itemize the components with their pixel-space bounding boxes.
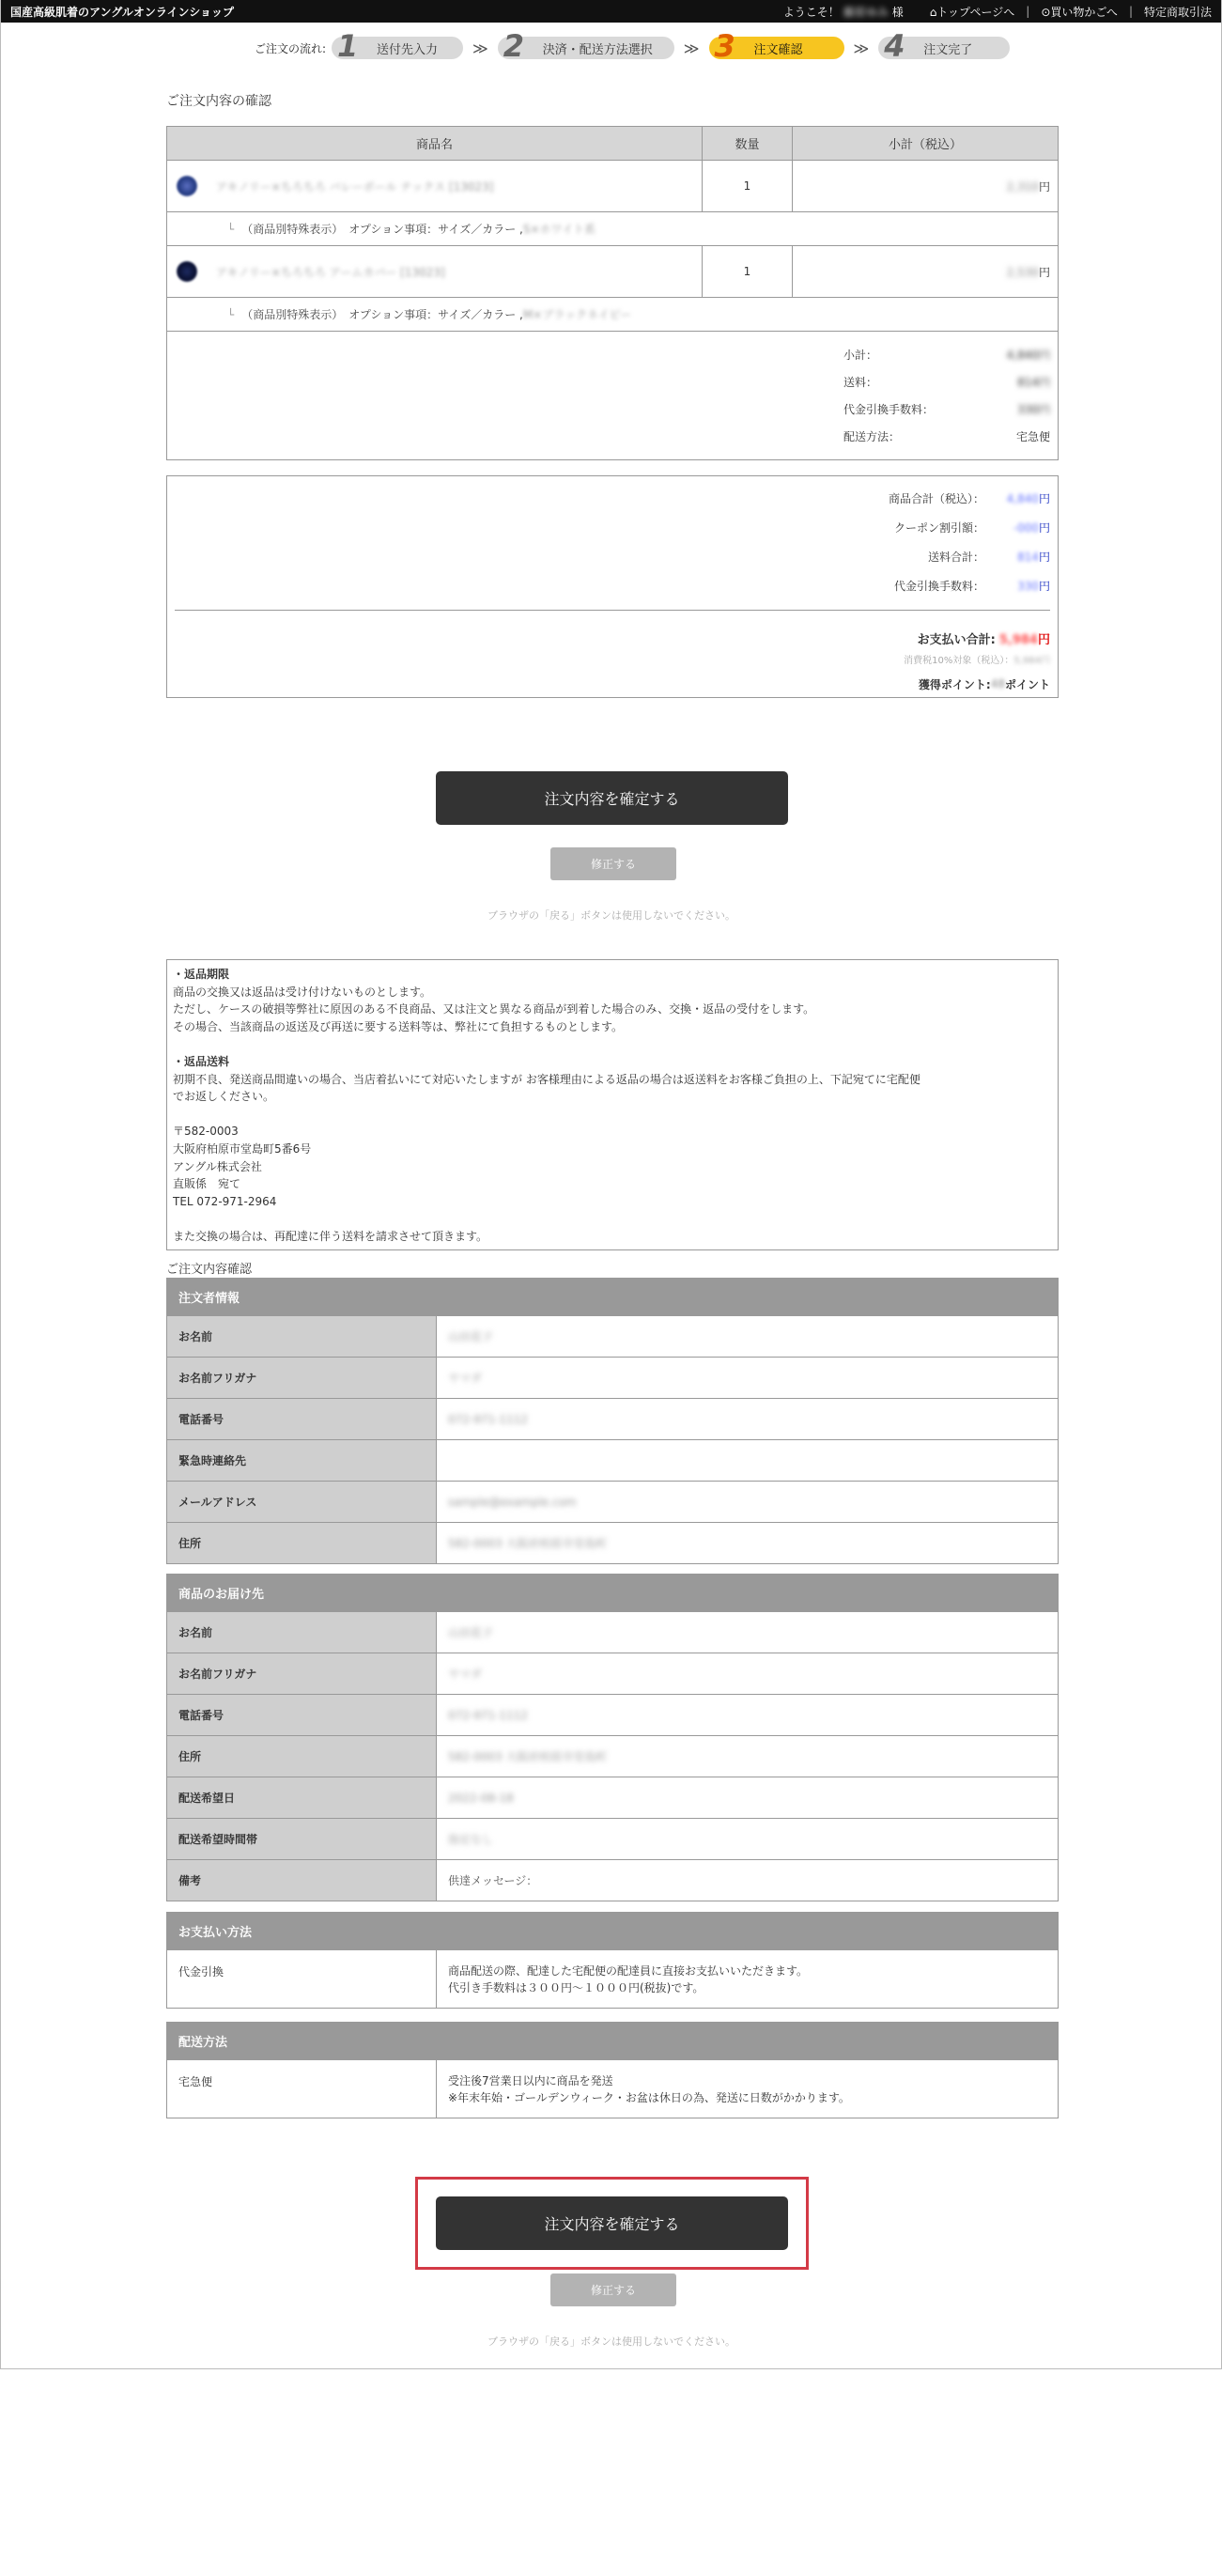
col-subtotal: 小計（税込） [793, 127, 1059, 161]
step-1 [332, 28, 463, 64]
summary-value: 814円 [1017, 376, 1050, 389]
total-label: 代金引換手数料： [893, 580, 984, 593]
summary-value: 330円 [1017, 403, 1050, 416]
step-label: 決済・配送方法選択 [542, 42, 653, 57]
confirm-order-button-bottom[interactable]: 注文内容を確定する [436, 2196, 788, 2250]
table-row [167, 1777, 1059, 1819]
field-value: 供達メッセージ： [437, 1860, 1059, 1901]
table-row [167, 1736, 1059, 1777]
shipping-heading: 配送方法 [167, 2023, 1059, 2060]
qty-value: 1 [703, 246, 793, 298]
table-row [167, 1399, 1059, 1440]
option-label: （商品別特殊表示） オプション事項：サイズ／カラー , [241, 308, 523, 321]
summary-label: 配送方法： [843, 430, 901, 443]
address-line: 〒582-0003 [173, 1125, 239, 1139]
step-arrow-icon: ≫ [472, 39, 488, 57]
orderer-info [166, 1278, 1059, 1564]
step-arrow-icon: ≫ [683, 39, 700, 57]
field-value: 山田花子 [448, 1330, 494, 1343]
field-value: 072-971-1112 [448, 1708, 529, 1722]
col-qty: 数量 [703, 127, 793, 161]
shipping-text: 受注後7営業日以内に商品を発送 [448, 2073, 613, 2087]
payment-heading: お支払い方法 [167, 1913, 1059, 1950]
payment-text: 代引き手数料は３００円～１０００円(税抜)です。 [448, 1980, 704, 1994]
field-value: 072-971-1112 [448, 1412, 529, 1426]
payment-table [166, 1912, 1059, 2009]
tax-note: 消費税10%対象（税込）：5,984円 [904, 656, 1050, 666]
field-label: 電話番号 [167, 1399, 437, 1440]
policy-text: また交換の場合は、再配達に伴う送料を請求させて頂きます。 [173, 1229, 488, 1243]
qty-value: 1 [703, 161, 793, 212]
back-button-note-bottom: ブラウザの「戻る」ボタンは使用しないでください。 [487, 2335, 735, 2348]
honorific: 様 [891, 5, 904, 19]
table-row [167, 1612, 1059, 1653]
total-value: -000 [1013, 521, 1039, 535]
separator: | [1128, 5, 1133, 18]
summary-value: 4,840円 [1006, 349, 1050, 362]
summary-value: 宅急便 [1015, 430, 1050, 443]
totals-box: 商品合計（税込）： 4,840円 クーポン割引額： -000円 送料合計： 814円 代金引換手数料： 330円 お支払い合計: 5,984円 消費税10%対象（税込）：5,984円 獲得ポイント: 48 ポイント [166, 475, 1059, 698]
address-line: アングル株式会社 [173, 1159, 262, 1173]
step-number: 1 [337, 28, 359, 64]
points-earned: 獲得ポイント: 48 ポイント [918, 677, 1050, 691]
step-2 [498, 28, 674, 64]
field-value: 山田花子 [448, 1626, 494, 1639]
policy-text: ただし、ケースの破損等弊社に原因のある不良商品、又は注文と異なる商品が到着した場合のみ、交換・返品の受付をします。 [173, 1002, 815, 1016]
table-row [167, 1653, 1059, 1695]
field-value: 2022-08-18 [448, 1791, 514, 1805]
table-row [167, 1440, 1059, 1482]
total-value: 814 [1017, 551, 1039, 564]
step-4 [878, 28, 1010, 64]
table-row [167, 1482, 1059, 1523]
option-row: └ （商品別特殊表示） オプション事項：サイズ／カラー ,M×ブラックネイビー [167, 298, 1059, 332]
cart-table-wrap [166, 126, 1059, 460]
legal-link[interactable]: 特定商取引法 [1143, 5, 1212, 19]
policy-text: その場合、当該商品の返送及び再送に要する送料等は、弊社にて負担するものとします。 [173, 1019, 624, 1033]
step-number: 4 [884, 28, 905, 64]
field-value: 指定なし [448, 1833, 494, 1846]
back-button-note: ブラウザの「戻る」ボタンは使用しないでください。 [487, 909, 735, 922]
field-label: 備考 [167, 1860, 437, 1901]
field-label: メールアドレス [167, 1482, 437, 1523]
payment-text: 商品配送の際、配達した宅配便の配達員に直接お支払いいただきます。 [448, 1963, 809, 1978]
total-label: 送料合計： [927, 551, 984, 564]
user-name: 藤原ゆみ [843, 5, 889, 19]
cart-icon: ⊙ [1041, 5, 1051, 19]
option-label: （商品別特殊表示） オプション事項：サイズ／カラー , [241, 223, 523, 236]
table-row [167, 1523, 1059, 1564]
table-row [167, 1860, 1059, 1901]
field-value: 582-0003 大阪府柏原市堂島町 [448, 1537, 608, 1550]
total-label: 商品合計（税込）： [888, 492, 984, 505]
col-product: 商品名 [167, 127, 703, 161]
product-name[interactable]: アキノリー×ちろちろ バレーボール テックス [13023] [216, 179, 494, 194]
order-flow [255, 28, 1010, 64]
step-3 [709, 28, 844, 64]
top-bar [1, 0, 1221, 23]
field-label: 住所 [167, 1523, 437, 1564]
delivery-heading: 商品のお届け先 [167, 1575, 1059, 1612]
product-thumbnail[interactable] [177, 261, 197, 282]
policy-text: 商品の交換又は返品は受け付けないものとします。 [173, 985, 432, 999]
step-number: 3 [714, 28, 735, 64]
product-name[interactable]: アキノリー×ちろちろ アームカバー [13023] [216, 265, 445, 279]
address-line: 直販係 宛て [173, 1177, 241, 1191]
step-label: 送付先入力 [377, 42, 439, 57]
cart-link[interactable]: ⊙買い物かごへ [1041, 5, 1118, 19]
total-value: 330 [1017, 580, 1039, 593]
field-label: お名前 [167, 1612, 437, 1653]
table-row [167, 246, 1059, 298]
policy-text: 初期不良、発送商品間違いの場合、当店着払いにて対応いたしますが お客様理由による返品の場合は返送料をお客様ご負担の上、下記宛てに宅配便 [173, 1072, 920, 1086]
policy-text: でお返しください。 [173, 1090, 275, 1104]
option-value: M×ブラックネイビー [522, 308, 632, 321]
step-number: 2 [503, 28, 525, 64]
field-value: ヤマダ [448, 1372, 483, 1385]
total-label: クーポン割引額： [893, 521, 984, 535]
field-label: お名前フリガナ [167, 1358, 437, 1399]
field-label: お名前フリガナ [167, 1653, 437, 1695]
field-label: 住所 [167, 1736, 437, 1777]
order-title: ご注文内容の確認 [166, 94, 271, 109]
field-label: 電話番号 [167, 1695, 437, 1736]
step-arrow-icon: ≫ [853, 39, 870, 57]
flow-label: ご注文の流れ: [255, 41, 327, 55]
product-thumbnail[interactable] [177, 176, 197, 196]
table-row [167, 1950, 1059, 2009]
payment-total: お支払い合計: 5,984円 [917, 632, 1050, 647]
summary-label: 小計： [843, 349, 878, 362]
cart-summary [167, 332, 1059, 460]
address-line: TEL 072-971-2964 [173, 1194, 277, 1208]
field-label: お名前 [167, 1316, 437, 1358]
home-icon: ⌂ [929, 5, 937, 19]
confirm-order-button[interactable]: 注文内容を確定する [436, 771, 788, 825]
total-value: 4,840 [1006, 492, 1039, 505]
field-label: 配送希望時間帯 [167, 1819, 437, 1860]
table-row [167, 1316, 1059, 1358]
edit-button[interactable]: 修正する [550, 847, 676, 880]
welcome-text: ようこそ！ [782, 5, 840, 19]
orderer-heading: 注文者情報 [167, 1279, 1059, 1316]
field-label: 緊急時連絡先 [167, 1440, 437, 1482]
table-row [167, 1358, 1059, 1399]
shipping-info [166, 2022, 1059, 2118]
subtotal-value: 2,310円 [793, 161, 1059, 212]
shipping-table [166, 2022, 1059, 2118]
step-label: 注文完了 [923, 42, 973, 57]
table-row [167, 2060, 1059, 2118]
separator: | [1026, 5, 1030, 18]
step-label: 注文確認 [753, 42, 803, 57]
confirm-section-title: ご注文内容確認 [166, 1263, 253, 1277]
payment-method: 代金引換 [167, 1950, 437, 2009]
return-policy [166, 959, 1059, 1250]
summary-label: 送料： [843, 376, 878, 389]
field-value: 582-0003 大阪府柏原市堂島町 [448, 1750, 608, 1763]
shipping-method: 宅急便 [167, 2060, 437, 2118]
orderer-table [166, 1278, 1059, 1564]
summary-label: 代金引換手数料： [843, 403, 935, 416]
delivery-table [166, 1574, 1059, 1901]
delivery-info [166, 1574, 1059, 1901]
field-label: 配送希望日 [167, 1777, 437, 1819]
option-value: S×ホワイト系 [522, 223, 596, 236]
payment-info [166, 1912, 1059, 2009]
table-row [167, 161, 1059, 212]
table-row [167, 1695, 1059, 1736]
address-line: 大阪府柏原市堂島町5番6号 [173, 1141, 312, 1156]
field-value: ヤマダ [448, 1668, 483, 1681]
field-value: sample@example.com [448, 1495, 577, 1509]
cart-table [166, 126, 1059, 460]
table-row [167, 1819, 1059, 1860]
shipping-text: ※年末年始・ゴールデンウィーク・お盆は休日の為、発送に日数がかかります。 [448, 2090, 850, 2104]
edit-button-bottom[interactable]: 修正する [550, 2273, 676, 2306]
top-page-link[interactable]: ⌂トップページへ [929, 5, 1015, 19]
option-row: └ （商品別特殊表示） オプション事項：サイズ／カラー ,S×ホワイト系 [167, 212, 1059, 246]
policy-heading: ・返品送料 [173, 1054, 230, 1068]
site-name[interactable]: 国産高級肌着のアングルオンラインショップ [10, 5, 235, 19]
subtotal-value: 2,530円 [793, 246, 1059, 298]
policy-heading: ・返品期限 [173, 968, 230, 981]
